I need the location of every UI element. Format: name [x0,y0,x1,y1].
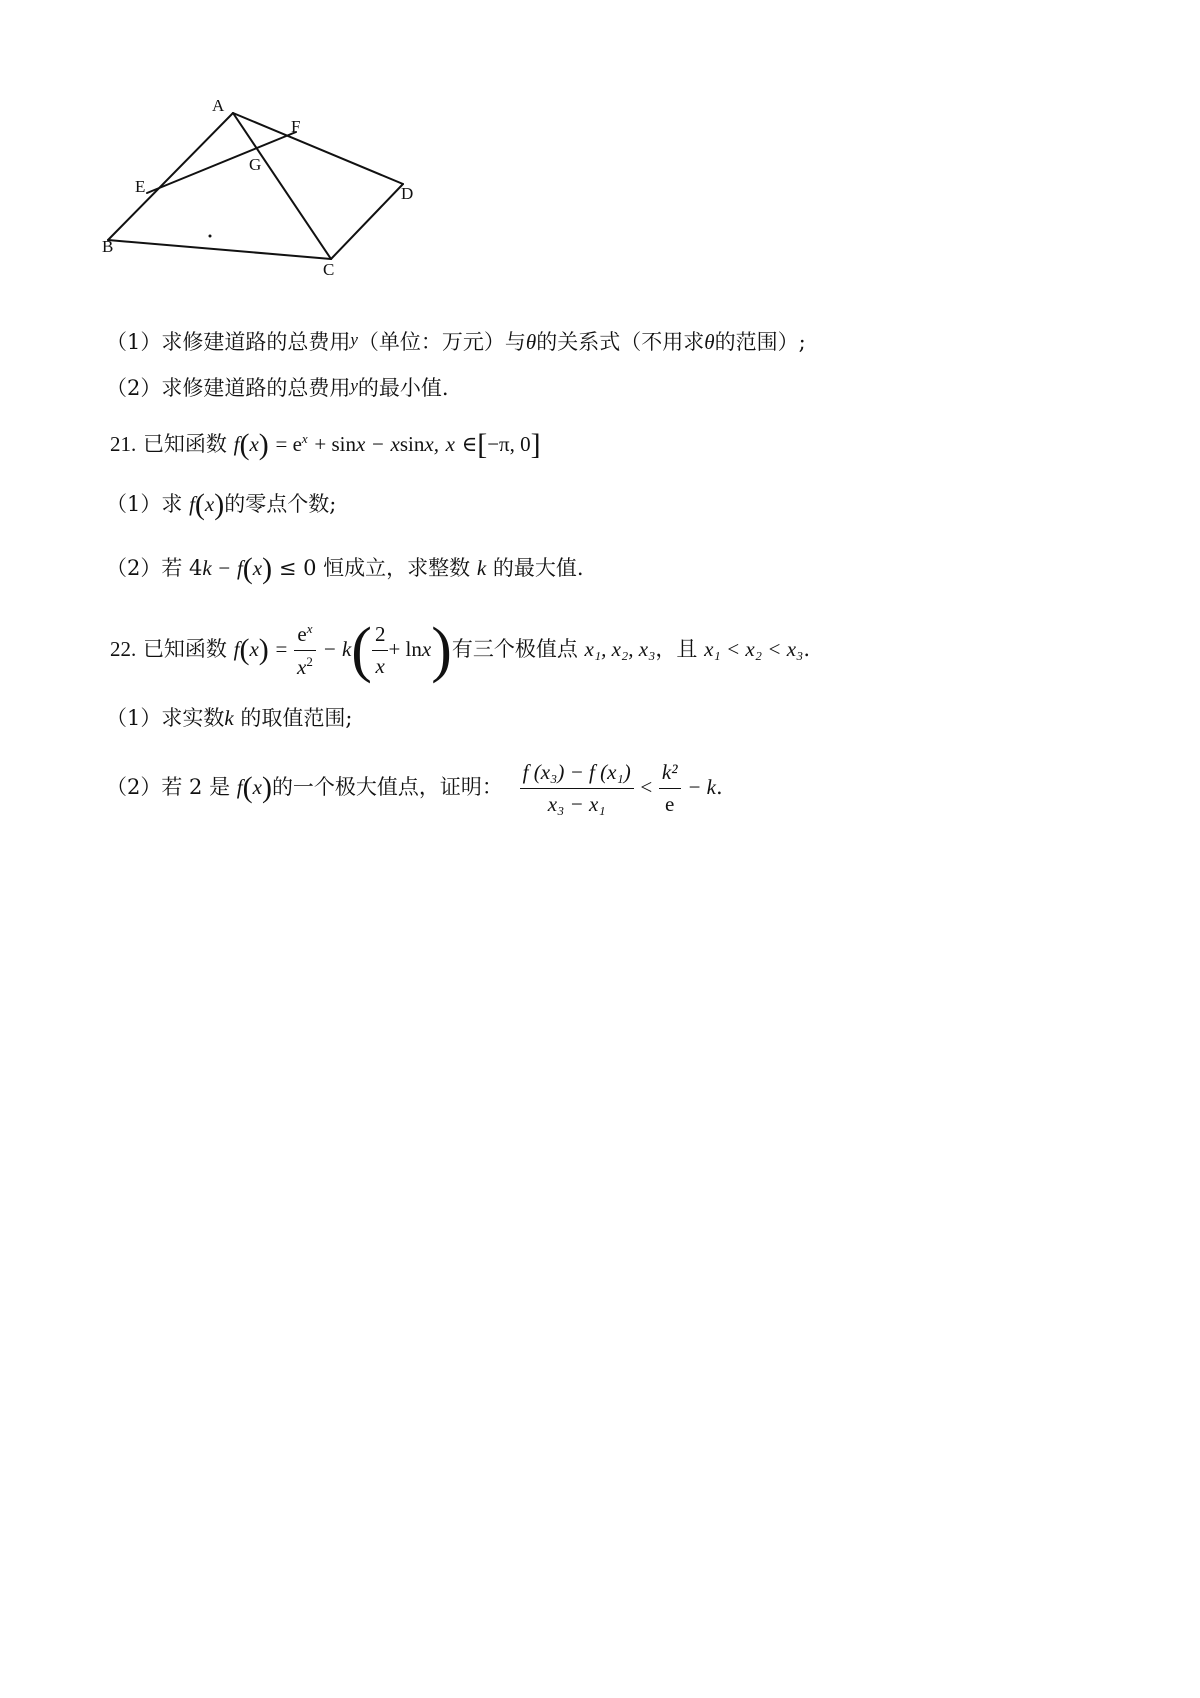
q20-p1-suffix: 的范围）; [714,330,806,354]
q20-p1-prefix: （1）求修建道路的总费用 [106,330,351,354]
q22-p1-prefix: （1）求实数 [106,706,225,730]
q21-interval: −π, 0 [487,432,531,456]
q22-p2-prefix: （2）若 2 是 [106,775,231,799]
edge-EF [147,132,296,193]
q21-exp: x [301,431,308,446]
q21-p1-suffix: 的零点个数; [224,492,337,516]
q21-part2: （2）若 4k − f(x) ≤ 0 恒成立，求整数 k 的最大值. [106,552,584,585]
q22-part2: （2）若 2 是 f(x)的一个极大值点，证明： $\frac{\text{f (x₃) − f (x₁)}}{\text{x₃ − x₁}}$ < $\frac{\text{k²}}{e}$ − k. [106,760,723,816]
q21-x: x [249,432,259,456]
q20-part2 [106,372,449,402]
q21-p2-k2: k [476,556,487,580]
q21-p1-x: x [204,492,215,516]
q22-frac-num-exp: x [306,621,313,636]
q21-p2-mid: ≤ 0 恒成立，求整数 [278,556,471,580]
q22-p2-k2-num: k² [661,760,678,784]
q22-f: f [233,637,240,661]
q22-order: x₁ < x₂ < x₃ [704,637,804,661]
q21-number: 21. [110,432,137,456]
q21-rest: + sin [314,432,356,456]
label-F: F [291,117,301,136]
q21-stem: 21. 已知函数 $f(x) = e^x + \sin x - xsinx$, x ∈[−π, 0] [110,428,541,461]
q22-pts: x₁, x₂, x₃ [584,637,656,661]
edge-BC [108,240,331,259]
q21-p2-x: x [252,556,263,580]
q22-p2-end: . [715,775,723,799]
q22-tail: 有三个极值点 [451,637,578,661]
q21-p1-prefix: （1）求 [106,492,183,516]
q22-stem: 22. 已知函数 f(x) = $\frac{e^x}{x^2}$ − k( $\frac{2}{x}$ + lnx)有三个极值点 x₁, x₂, x₃，且 x₁ < x₂ < x₃. [110,616,811,684]
q22-p2-lt: < [640,775,653,799]
q22-p2-mid: 的一个极大值点，证明： [271,775,503,799]
q21-in-x: x [445,432,455,456]
q22-inner-num: 2 [374,622,386,646]
label-B: B [102,237,114,256]
q22-frac-den: x [297,655,307,679]
q22-x: x [249,637,259,661]
q20-p2-suffix: 的最小值. [357,376,449,400]
q21-x2: x [390,432,400,456]
q21-p2-f: f [236,556,243,580]
q22-p1-k: k [224,706,234,730]
q21-stem-text: 已知函数 [142,432,227,456]
q22-inner-rest: + ln [388,637,422,661]
q22-fraction [294,621,316,680]
q20-p2-prefix: （2）求修建道路的总费用 [106,376,351,400]
q20-part1 [106,326,806,356]
var-y: y [350,330,358,349]
label-D: D [401,184,414,203]
q22-p2-k2-den: e [659,788,681,817]
q22-p2-fraction [520,760,634,817]
q21-in: ∈ [461,432,478,456]
q21-p2-prefix: （2）若 4 [106,556,203,580]
q22-p2-tail: − k [687,775,716,799]
q22-p2-x: x [252,775,262,799]
q22-stem-text: 已知函数 [142,637,227,661]
q21-f: f [233,432,240,456]
q21-p1-f: f [189,492,195,516]
q21-p2-k: k [202,556,212,580]
q21-part1: （1）求 f(x)的零点个数; [106,488,337,521]
label-E: E [135,177,146,196]
q20-p1-mid2: 的关系式（不用求 [536,330,705,354]
q21-minus: − [372,432,384,456]
q21-eq: = e [275,432,302,456]
q22-frac-den-exp: 2 [306,654,313,669]
q22-inner-rest-x: x [421,637,432,661]
label-C: C [323,260,335,279]
q21-rest-x: x [355,432,366,456]
dot-mark [209,235,212,238]
q22-p2-f: f [236,775,243,799]
q22-p1-suffix: 的取值范围; [240,706,353,730]
var-y: y [350,376,358,395]
label-A: A [212,96,225,115]
geometry-figure [100,95,440,285]
q21-rest2: sin [399,432,425,456]
q21-rest2-x: x, [424,432,439,456]
q22-minus-k: − k [322,637,352,661]
edge-AB [108,113,233,240]
q22-inner-den: x [372,650,389,679]
q21-p2-suffix: 的最大值. [492,556,584,580]
q22-p2-frac-den: x₃ − x₁ [520,788,634,817]
q20-p1-mid1: （单位：万元）与 [357,330,526,354]
label-G: G [249,155,262,174]
q22-end: . [803,637,811,661]
q22-part1 [106,702,352,732]
q22-p2-k2-fraction [659,760,681,817]
edge-CD [331,184,403,259]
q22-p2-frac-num: f (x₃) − f (x₁) [522,760,631,784]
var-theta-2: θ [704,330,715,354]
var-theta: θ [525,330,537,354]
q22-inner-fraction [372,622,389,679]
q22-tail2: ，且 [655,637,698,661]
q22-number: 22. [110,637,137,661]
q22-frac-num: e [297,622,307,646]
edge-AC [233,113,331,259]
